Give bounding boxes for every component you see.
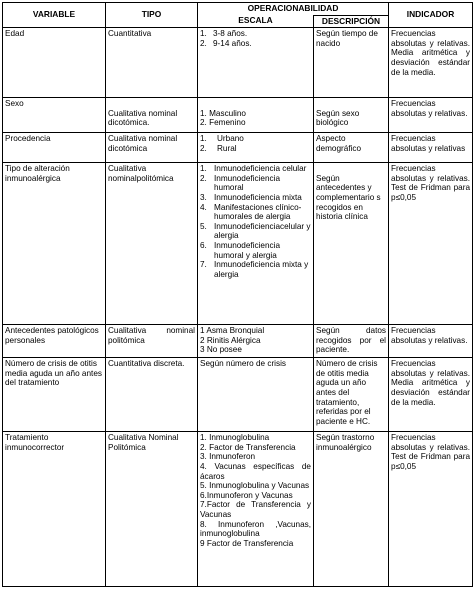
list-item: 5. Inmunodeficienciacelular y alergia [200,221,311,241]
cell-variable: Tipo de alteración inmunoalérgica [3,163,106,325]
list-item: 1 Asma Bronquial [200,326,265,336]
cell-tipo: Cualitativa Nominal Politómica [106,432,198,587]
list-item: 2. Factor de Transferencia [200,442,296,452]
cell-escala [198,163,314,325]
cell-indicador: Frecuencias absolutas y relativas. [389,98,473,133]
list-item: 7. Inmunodeficiencia mixta y alergia [200,260,309,279]
table-row [3,28,473,98]
header-row [3,3,473,16]
cell-descripcion: Según trastorno inmunoalérgico [314,432,389,587]
header-variable: VARIABLE [3,3,106,28]
cell-escala [198,133,314,163]
list-item: 2. 9-14 años. [200,38,252,48]
table-row [3,358,473,432]
list-item: 4. Manifestaciones clínico-humorales de alergia [200,202,302,222]
cell-indicador: Frecuencias absolutas y relativas. Test de Fridman para p≤0,05 [389,163,473,325]
list-item: 5. Inmunoglobulina y Vacunas [200,481,310,491]
cell-descripcion: Según sexo biológico [314,98,389,133]
header-indicador: INDICADOR [389,3,473,28]
table-row [3,432,473,587]
list-item: 3. Inmunodeficiencia mixta [200,192,302,202]
list-item: 6.Inmunoferon y Vacunas [200,490,293,500]
cell-tipo: Cualitativa nominal dicotómica. [106,98,198,133]
cell-descripcion: Según datos recogidos por el paciente. [314,325,389,358]
cell-variable: Sexo [3,98,106,133]
list-item: 1. Masculino [200,108,246,118]
list-item: 8. Inmunoferon ,Vacunas, inmunoglobulina [200,519,311,539]
list-item: 3 No posee [200,345,242,355]
cell-indicador: Frecuencias absolutas y relativas. Test de Fridman para p≤0,05 [389,432,473,587]
table-row [3,133,473,163]
variables-table [2,2,473,587]
list-item: 9 Factor de Transferencia [200,538,294,548]
cell-indicador: Frecuencias absolutas y relativas [389,133,473,163]
cell-descripcion: Aspecto demográfico [314,133,389,163]
cell-escala [198,98,314,133]
header-descripcion: DESCRIPCIÓN [314,15,389,28]
cell-descripcion: Según antecedentes y complementario s recogidos en historia clínica [314,163,389,325]
cell-variable: Procedencia [3,133,106,163]
cell-tipo: Cualitativa nominal politómica [106,325,198,358]
header-escala: ESCALA [198,15,314,28]
cell-variable: Edad [3,28,106,98]
header-operacionalidad: OPERACIONABILIDAD [198,3,389,16]
list-item: 2. Rural [200,143,237,153]
list-item: 6. Inmunodeficiencia humoral y alergia [200,240,280,260]
cell-tipo: Cualitativa nominal dicotómica [106,133,198,163]
list-item: 2. Femenino [200,118,246,128]
table-row [3,98,473,133]
cell-escala [198,325,314,358]
cell-escala [198,28,314,98]
list-item: 2 Rinitis Alérgica [200,335,261,345]
cell-variable: Tratamiento inmunocorrector [3,432,106,587]
cell-tipo: Cuantitativa [106,28,198,98]
cell-indicador: Frecuencias absolutas y relativas. Media aritmética y desviación estándar de la media. [389,358,473,432]
list-item: 1. Inmunoglobulina [200,433,270,443]
cell-indicador: Frecuencias absolutas y relativas. Media aritmética y desviación estándar de la media. [389,28,473,98]
list-item: 2. Inmunodeficiencia humoral [200,173,280,193]
cell-tipo: Cualitativa nominalpolitómica [106,163,198,325]
table-row [3,325,473,358]
cell-escala: Según número de crisis [198,358,314,432]
list-item: 1. Urbano [200,134,244,144]
cell-descripcion: Según tiempo de nacido [314,28,389,98]
cell-variable: Número de crisis de otitis media aguda un año antes del tratamiento [3,358,106,432]
list-item: 3. Inmunoferon [200,452,256,462]
cell-descripcion: Número de crisis de otitis media aguda un año antes del tratamiento, referidas por el paciente e HC. [314,358,389,432]
list-item: 1. 3-8 años. [200,29,248,39]
header-tipo: TIPO [106,3,198,28]
cell-tipo: Cuantitativa discreta. [106,358,198,432]
table-row [3,163,473,325]
cell-indicador: Frecuencias absolutas y relativas. [389,325,473,358]
list-item: 4. Vacunas específicas de ácaros [200,461,311,481]
cell-escala [198,432,314,587]
list-item: 7.Factor de Transferencia y Vacunas [200,500,311,519]
list-item: 1. Inmunodeficiencia celular [200,164,307,174]
cell-variable: Antecedentes patológicos personales [3,325,106,358]
